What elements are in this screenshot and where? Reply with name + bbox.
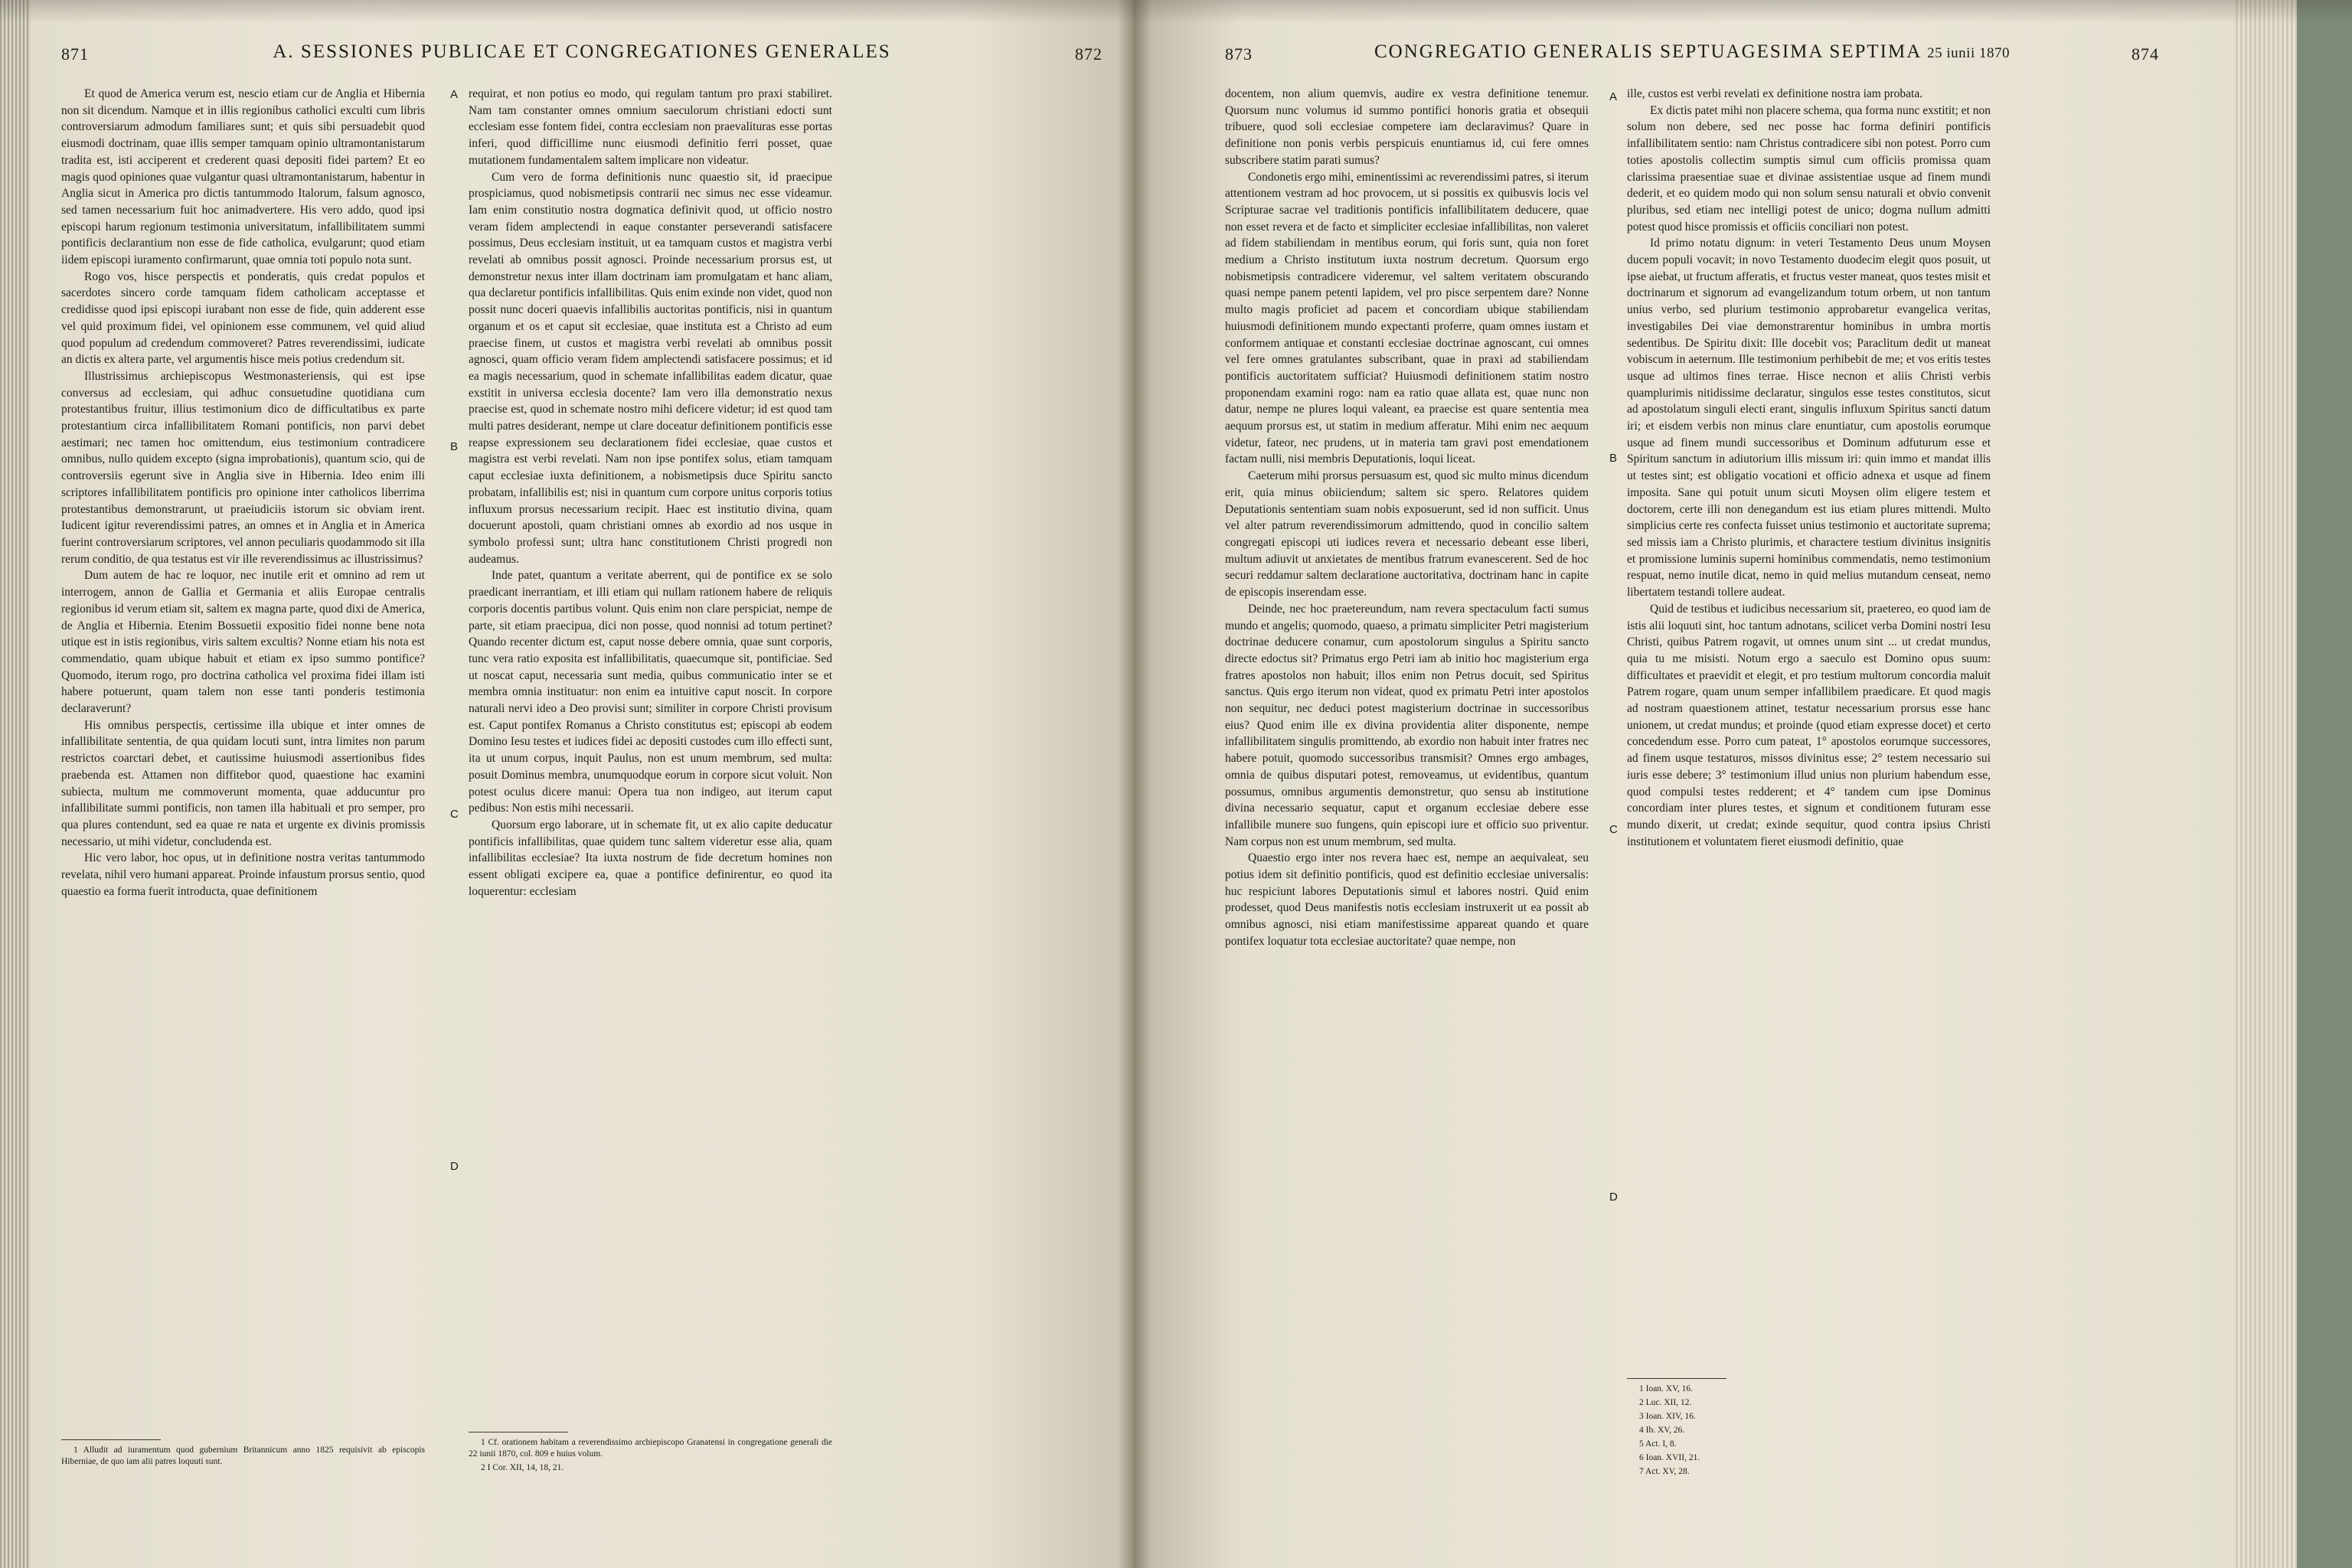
margin-marker: D bbox=[450, 1160, 459, 1173]
footnotes bbox=[1627, 1378, 1991, 1480]
footnote: 1 Alludit ad iuramentum quod gubernium Britannicum anno 1825 requisivit ab episcopis Hiberniae, de quo iam alii patres loquuti sunt. bbox=[61, 1446, 425, 1466]
paragraph: docentem, non alium quemvis, audire ex vestra definitione tenemur. Quorsum nunc volumus id summo pontifici honoris gratia et obsequii tribuere, quod soli ecclesiae competere iam declaravimus? Quare in definitione non ponis verbis perspicuis enuntiamus id, cui fere omnes subscribere statim parati sumus? bbox=[1225, 87, 1589, 167]
paragraph: Quorsum ergo laborare, ut in schemate fit, ut ex alio capite deducatur pontificis infallibilitas, quae quidem tunc saltem videretur esse alia, quam infallibilitas ecclesiae? Ita iuxta nostrum de fide decretum homines non essent obligati excipere ea, quae a pontifice definirentur, eo quod ita loquerentur: ecclesiam bbox=[469, 818, 832, 898]
footnote: 1 Ioan. XV, 16. bbox=[1639, 1384, 1694, 1393]
footnote: 4 Ib. XV, 26. bbox=[1639, 1426, 1685, 1435]
page-stack-left bbox=[0, 0, 31, 1568]
running-date: 25 iunii 1870 bbox=[1927, 45, 2010, 61]
paragraph: Dum autem de hac re loquor, nec inutile erit et omnino ad rem ut interrogem, annon de Gallia et Germania et aliis Europae centralis regionibus id verum etiam sit, saltem ex magna parte, quod dixi de America, de Anglia et Hibernia. Etenim Bossuetii expositio fidei nonne bene nota utique est in istis regionibus, viris saltem excultis? Nonne etiam his nota est commendatio, quam ubique habuit et etiam ex ipso summo pontifice? Quomodo, iterum rogo, pro doctrina catholica vel proxima fidei illam isti habere potuerunt, quam talem non esse tanti ponderis testimonia declaraverunt? bbox=[61, 569, 425, 716]
paragraph: Illustrissimus archiepiscopus Westmonasteriensis, qui est ipse conversus ad ecclesiam, qui adhuc consuetudine quotidiana cum protestantibus fruitur, illius testimonium dico de difficultatibus ex parte protestantium circa infallibilitatem Romani pontificis, non parvi debet aestimari; nec tamen hoc omittendum, eius testimonium contradicere omnibus, nullo quidem excepto (signa improbationis), quantum scio, qui de controversiis egerunt sive in Anglia sive in Hibernia. Ideo enim illi scriptores infallibilitatem pontificis pro opinione inter catholicos liberrima protestantibus demonstrarunt, ut praeiudiciis istorum sic obviam irent. Iudicent igitur reverendissimi patres, an omnes et in Anglia et in America fuerint controversiarum scriptores, vel annon peculiaris quodammodo sit illa rerum conditio, de qua testatus est vir ille reverendissimus ac illustrissimus? bbox=[61, 369, 425, 566]
margin-marker: A bbox=[1609, 90, 1618, 103]
paragraph: Quid de testibus et iudicibus necessarium sit, praetereo, eo quod iam de istis alii loquuti sint, hoc tantum adnotans, scilicet verba Domini nostri Iesu Christi, quibus Patrem rogavit, ut omnes unum sint ... ut credat mundus, quia tu me misisti. Notum ergo a saeculo est Domino opus suum: difficultates et praevidit et elegit, et pro testium multorum concordia maluit Patrem rogare, quam unum semper infallibilem praedicare. Et quod magis ad nostram quaestionem attinet, testatur necessarium prorsus esse hanc unionem, ut credat mundus; et proinde (quod etiam expresse docet) et certo concedendum esse. Porro cum pateat, 1° apostolos eorumque successores, ad finem usque testaturos, missos divinitus esse; 2° testem necessario sui iuris esse debere; 3° testimonium illud unius non plurium habendum esse, quod compulsi testes redderent; et 4° tandem cum ipse Dominus concordiam inter plures testes, et signum et conditionem futuram esse mundo dixerit, ut credat; exinde sequitur, quod contra ipsius Christi institutionem et voluntatem fieret eiusmodi definitio, quae bbox=[1627, 602, 1991, 848]
page-number: 872 bbox=[1075, 44, 1102, 64]
running-title: A. SESSIONES PUBLICAE ET CONGREGATIONES GENERALES bbox=[273, 41, 891, 62]
page-number: 871 bbox=[61, 44, 89, 64]
footnotes bbox=[61, 1439, 425, 1470]
footnote: 1 Cf. orationem habitam a reverendissimo archiepiscopo Granatensi in congregatione generali die 22 iunii 1870, col. 809 e huius volum. bbox=[469, 1438, 832, 1459]
footnotes bbox=[469, 1432, 832, 1476]
left-page bbox=[31, 0, 1133, 1568]
running-title-text: CONGREGATIO GENERALIS SEPTUAGESIMA SEPTIMA bbox=[1374, 41, 1921, 62]
footnote-rule bbox=[61, 1439, 161, 1440]
right-column-2 bbox=[1627, 86, 1991, 1372]
right-column-1 bbox=[1225, 86, 1589, 1464]
paragraph: His omnibus perspectis, certissime illa ubique et inter omnes de infallibilitate sententia, de qua quidam locuti sunt, intra limites non parum restrictos coarctari debet, et cautissime huiusmodi assertionibus fides praebenda est. Attamen non diffitebor quod, quaestione hac examini subiecta, multum me commoverunt momenta, quae adducuntur pro infallibilitate summi pontificis, non tamen illa habituali et pro semper, pro qua plures contendunt, sed ea quae re nata et urgente ex divinis promissis necessario, ut mihi videtur, concludenda est. bbox=[61, 718, 425, 848]
paragraph: Ex dictis patet mihi non placere schema, qua forma nunc exstitit; et non solum non debere, sed nec posse hac forma definiri pontificis infallibilitatem sentio: nam Christus contradicere sibi non potest. Porro cum toties apostolis collectim sumptis simul cum officiis promissa quam clarissima praesentiae suae et divinae assistentiae usque ad finem mundi dederit, et eo quidem modo qui non solum sensu naturali et obvio convenit pluribus, sed etiam nec intelligi potest de unico; dogma nullum admitti potest quod hisce promissis et officiis conciliari non potest. bbox=[1627, 103, 1991, 234]
paragraph: requirat, et non potius eo modo, qui regulam tantum pro praxi stabiliret. Nam tam constanter omnes omnium saeculorum christiani edocti sunt ecclesiam esse fontem fidei, contra ecclesiam non praevalituras esse portas inferi, quod difficillime nunc eiusmodi definitio ferri posset, quae mutationem fundamentalem saltem implicare non videatur. bbox=[469, 87, 832, 167]
left-column-2 bbox=[469, 86, 832, 1426]
paragraph: Rogo vos, hisce perspectis et ponderatis, quis credat populos et sacerdotes sincero corde tamquam fidem catholicam acceptasse et credidisse quod ipsi episcopi iurabant non esse de fide, quin adderent esse vel quid proximum fidei, vel opinionem esse communem, vel quid aliud quod populum ad credendum commoveret? Patres reverendissimi, iudicate an dictis ex altera parte, vel argumentis hisce meis potius credendum sit. bbox=[61, 270, 425, 367]
page-number: 873 bbox=[1225, 44, 1253, 64]
paragraph: Caeterum mihi prorsus persuasum est, quod sic multo minus dicendum erit, quia minus obiiciendum; saltem sic spero. Relatores quidem Deputationis sententiam suam nobis exposuerunt, sed id non sufficit. Unus vel alter patrum reverendissimorum admittendo, quod in concilio saltem congregati episcopi uti iudices revera et necessario debeant esse liberi, multum adiuvit ut anxietates de mentibus fratrum evanescerent. Sed de hoc securi reddamur saltem declaratione auctoritativa, doctrinam hanc in capite de episcopis inserendam esse. bbox=[1225, 469, 1589, 599]
paragraph: ille, custos est verbi revelati ex definitione nostra iam probata. bbox=[1627, 87, 1923, 100]
paragraph: Inde patet, quantum a veritate aberrent, qui de pontifice ex se solo praedicant inerrantiam, et illi etiam qui nullam rationem habere de reliquis corporis docentis partibus volunt. Quis enim non clare perspiciat, nempe de parte, sit etiam praecipua, dici non posse, quod nonnisi ad totum pertinet? Quando recenter dictum est, caput nosse debere omnia, quae sunt corporis, tunc vera ratio exposita est infallibilitatis, quaecumque sit, pontificiae. Sed ut noscat caput, necessaria sunt media, quibus communicatio inter se et membra omnia instituatur: non enim ea intuitive caput noscit. In corpore naturali nervi ideo a Deo provisi sunt; similiter in corpore Christi provisum est. Caput pontifex Romanus a Christo constitutus est; episcopi ab eodem Domino Iesu testes et iudices fidei ac depositi custodes cum illo effecti sunt, ita ut unum corpus, inquit Paulus, non est unum membrum, sed multa: posuit Dominus membra, unumquodque eorum in corpore sicut voluit. Non potest oculus dicere manui: Opera tua non indigeo, aut iterum caput pedibus: Non estis mihi necessarii. bbox=[469, 569, 832, 815]
margin-marker: B bbox=[1609, 452, 1618, 465]
book-gutter bbox=[1118, 0, 1152, 1568]
running-title bbox=[1225, 41, 2159, 63]
margin-marker: D bbox=[1609, 1191, 1618, 1204]
left-column-1 bbox=[61, 86, 425, 1426]
footnote: 5 Act. I, 8. bbox=[1639, 1439, 1677, 1449]
backdrop bbox=[2297, 0, 2352, 1568]
page-stack-right bbox=[2236, 0, 2297, 1568]
paragraph: Condonetis ergo mihi, eminentissimi ac reverendissimi patres, si iterum attentionem vestram ad hoc provocem, ut si possitis ex quibusvis locis vel Scripturae sacrae vel traditionis pontificis infallibilitatem deducere, quae non esset revera et de facto et simpliciter ecclesiae infallibilitas, non valeret ad fidem stabiliendam in mentibus eorum, qui foris sunt, quia non foret medium a Christo institutum iuxta nostrum decretum. Quorsum ergo nobismetipsis contradicere videremur, vel saltem veritatem obscurando quasi nempe panem petenti lapidem, vel pro pisce serpentem dare? Nonne multo magis proficiet ad pacem et concordiam ubique stabiliendam huiusmodi definitionem mundo expectanti proferre, quam omnes iustam et conformem antiquae et constanti ecclesiae doctrinae agnoscant, cui omnes vel fere omnes gratulantes subscribant, quae in praxi ad stabiliendam pontificis auctoritatem sufficiat? Huiusmodi definitionem statim nostro proponendam examini rogo: nam ea ratio quae allata est, quae nunc non datur, nempe ne plures loqui valeant, ea praecise est quare sententia mea aequum prorsus est, ut statim in medium afferatur. Mihi enim nec aequum videtur, fateor, nec prudens, ut in materia tam gravi post emendationem factam nulli, nisi membris Deputationis, loqui liceat. bbox=[1225, 170, 1589, 466]
page-number: 874 bbox=[2132, 44, 2159, 64]
left-running-head bbox=[61, 38, 1102, 69]
top-shadow bbox=[0, 0, 2352, 23]
footnote-rule bbox=[1627, 1378, 1726, 1379]
right-page bbox=[1133, 0, 2236, 1568]
paragraph: Et quod de America verum est, nescio etiam cur de Anglia et Hibernia non sit dicendum. Namque et in illis regionibus catholici exculti cum libris controversiarum admodum familiares sunt; et quis sibi persuadebit quod eiusmodi doctrinam, quae illis semper tamquam opinio ultramontanistarum tradita est, isti acciperent et crederent quasi depositi fidei partem? Et eo magis quod opiniones quae vulgantur quasi ultramontanistarum, habentur in Anglia sicut in America pro dictis tantummodo Italorum, falsum agnosco, sed tamen necessarium fuit hoc animadvertere. His vero addo, quod ipsi episcopi harum regionum testimonia universitatum, infallibilitatem summi pontificis declarantium non esse de fide catholica, evulgarunt; quod etiam iidem episcopi iuramento confirmarunt, quae omnia toti populo nota sunt. bbox=[61, 87, 425, 267]
paragraph: Deinde, nec hoc praetereundum, nam revera spectaculum facti sumus mundo et angelis; quomodo, quaeso, a primatu simpliciter Petri magisterium doctrinae deducere conamur, cum apostolorum singulus a Spiritu sancto directe edoctus sit? Primatus ergo Petri iam ab initio hoc magisterium erga fratres apostolos non habuit; illos enim non Petrus docuit, sed Spiritus sanctus. Quis ergo iterum non videat, quod ex primatu Petri inter apostolos non sequitur, nec deduci potest magisterium doctrinae in successoribus eius? Quod enim ille ex divina providentia aliter disponente, nempe infallibilitatem singulis promittendo, ab exordio non habuit inter fratres nec habere potuit, quomodo successoribus transmisit? Omnes ergo ambages, omnia de quibus disputari potest, removeamus, ut evidentibus, quantum possumus, omnibus argumentis demonstretur, quo sensu ab institutione divina necessario sequatur, caput et organum ecclesiae debere esse infallibile munere suo fungens, quin episcopi iure et officio suo priventur. Nam corpus non est unum membrum, sed multa. bbox=[1225, 602, 1589, 848]
footnote: 7 Act. XV, 28. bbox=[1639, 1467, 1690, 1476]
footnote: 3 Ioan. XIV, 16. bbox=[1639, 1412, 1696, 1421]
footnote: 6 Ioan. XVII, 21. bbox=[1639, 1453, 1700, 1462]
right-running-head bbox=[1225, 38, 2159, 69]
paragraph: Quaestio ergo inter nos revera haec est, nempe an aequivaleat, seu potius idem sit definitio pontificis, quod est definitio ecclesiae universalis: huc respiciunt labores Deputationis simul et labores nostri. Quid enim prodesset, quod Deus manifestis notis ecclesiam instruxerit ut ea possit ab omnibus agnosci, nisi etiam manifestissime appareat quando et quare pontifex loquatur tota ecclesiae auctoritate? quae nempe, non bbox=[1225, 851, 1589, 948]
footnote: 2 Luc. XII, 12. bbox=[1639, 1398, 1692, 1407]
margin-marker: C bbox=[1609, 823, 1618, 836]
paragraph: Hic vero labor, hoc opus, ut in definitione nostra veritas tantummodo revelata, nihil vero humani appareat. Proinde infaustum prorsus sentio, quod quaestio ea forma fuerit introducta, quae definitionem bbox=[61, 851, 425, 898]
paragraph: Cum vero de forma definitionis nunc quaestio sit, id praecipue prospiciamus, quod nobismetipsis contrarii nec simus nec esse videamur. Iam enim constitutio nostra dogmatica definivit quod, ut officio nostro veram fidem amplectendi in eaque constanter perseverandi satisfacere possimus, Deus ecclesiam instituit, ut ea tamquam custos et magistra verbi revelati ab omnibus possit agnosci. Proinde necessarium prorsus est, ut demonstretur nexus inter illam doctrinam iam promulgatam et hanc aliam, qua declaretur pontificis infallibilitas. Quis enim exinde non videt, quod non possit nunc doceri quaevis infallibilis auctoritas pontificis, nisi in quantum organum et os et caput sit ecclesiae, quae instituta est a Christo ad eum praecise finem, ut custos et magistra verbi revelati ab omnibus possit agnosci, quam officio veram fidem amplectendi satisfacere possimus; et id ea magis necessarium, quod in schemate infallibilitas eadem dicatur, quae exstitit in universa ecclesia docente? Iam vero illa demonstratio nexus praecise est, quod in schemate nostro mihi deficere videtur; id est quod tam multi patres desiderant, nempe ut clare doceatur definitionem pontificis esse reapse expressionem seu declarationem fidei ecclesiae, quae custos et magistra est verbi revelati. Nam non ipse pontifex solus, etiam tamquam caput ecclesiae iuxta definitionem, a nobismetipsis duce Spiritu sancto probatam, infallibilis est; nisi in quantum cum corpore unitus corporis totius influxum prorsus necessarium recipit. Haec est institutio divina, quam docuerunt apostoli, quam christiani omnes ab exordio ad nos usque in symbolo professi sunt; ultra hanc constitutionem Christi progredi non audeamus. bbox=[469, 170, 832, 566]
margin-marker: C bbox=[450, 808, 459, 821]
margin-marker: B bbox=[450, 440, 459, 453]
margin-marker: A bbox=[450, 88, 459, 101]
footnote: 2 I Cor. XII, 14, 18, 21. bbox=[481, 1463, 564, 1472]
paragraph: Id primo notatu dignum: in veteri Testamento Deus unum Moysen ducem populi vocavit; in novo Testamento duodecim elegit quos posuit, ut ipse aiebat, ut fructum afferatis, et fructus vester maneat, quos testes misit et doctrinarum et signorum ad evangelizandum totum orbem, ut non tantum unius verbo, sed plurium testimonio approbaretur evangelica veritas, investigabiles Dei viae demonstrarentur hominibus in umbra mortis sedentibus. De Spiritu dixit: Ille docebit vos; Paraclitum dedit ut maneat vobiscum in aeternum. Ille testimonium perhibebit de me; et vos eritis testes usque ad ultimos fines terrae. Hisce necnon et aliis Christi verbis quamplurimis nitidissime declaratur, singulos esse testes constitutos, sicut ad apostolatum singuli electi erant, singulis influxum Spiritus sancti datum iri; et eisdem verbis non minus clare enuntiatur, cum apostolis eorumque usque ad finem mundi successoribus et Dominum adfuturum esse et Spiritum sanctum in adiutorium illis missum iri: quin immo et mandat illis ut testes sint; est obligatio vocationi et officio adnexa et usque ad finem imposita. Sane qui potuit unum sicuti Moysen olim eligere testem et doctorem, certe illi non denegandum est ius etiam plures mittendi. Multo simplicius certe res confecta fuisset unius testimonio et auctoritate suprema; sed missis iam a Christo plurimis, et charactere testium divinitus insignitis et promissione luminis superni hominibus commendatis, nemo testimonium respuat, nemo inutile dicat, nemo in quid melius mutandum censeat, nemo libertatem testandi tollere audeat. bbox=[1627, 237, 1991, 599]
